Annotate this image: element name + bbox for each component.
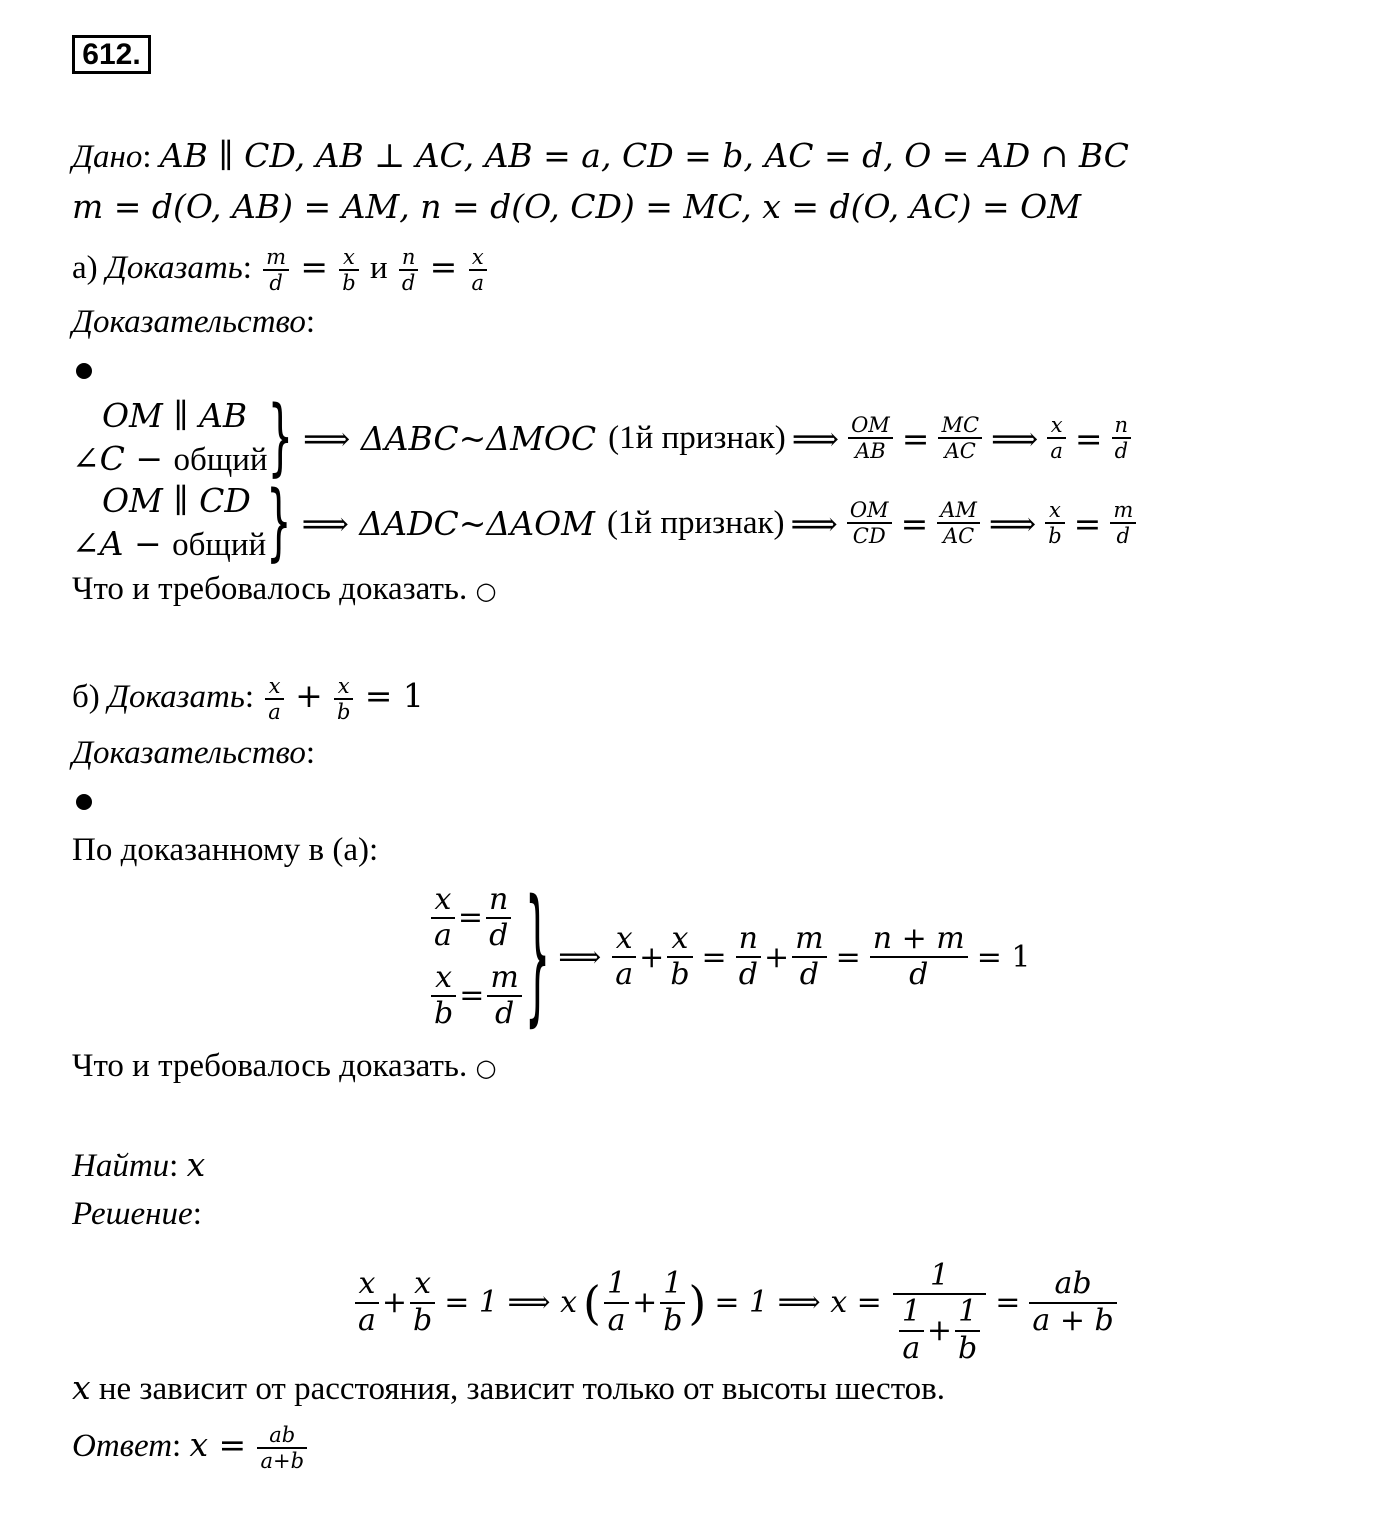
note-line: x не зависит от расстояния, зависит только от высоты шестов. bbox=[72, 1368, 946, 1407]
proof-a-row-2: OM ∥ CD ∠A − общий } ⟹ ΔADC~ΔAOM (1й признак) ⟹ $\frac{OM}{CD}$ = $\frac{AM}{AC}$ ⟹ $\frac{x}{b}$ = $\frac{m}{d}$ bbox=[72, 478, 1139, 568]
compound-fraction: 1 $\frac{1}{a}$ + $\frac{1}{b}$ bbox=[893, 1259, 986, 1367]
fraction: $\frac{x}{b}$ bbox=[334, 674, 353, 724]
bullet-b bbox=[76, 794, 92, 810]
by-proven-line: По доказанному в (а): bbox=[72, 832, 379, 868]
qed-b: Что и требовалось доказать. ○ bbox=[72, 1048, 497, 1084]
fraction: $\frac{n}{d}$ bbox=[1112, 413, 1132, 463]
right-brace: } bbox=[524, 871, 551, 1043]
part-b-statement: б) Доказать: $\frac{x}{a}$ + $\frac{x}{b}$ = 1 bbox=[72, 674, 424, 725]
fraction: $\frac{x}{b}$ bbox=[339, 245, 358, 295]
equations-system: $\frac{x}{a}$ = $\frac{n}{d}$ $\frac{x}{b}$ = $\frac{m}{d}$ bbox=[428, 879, 525, 1035]
proof-b-chain: $\frac{x}{a}$ = $\frac{n}{d}$ $\frac{x}{b}$ = $\frac{m}{d}$ } ⟹ $\frac{x}{a}$ + $\frac{x}{b}$ = $\frac{n}{d}$ + $\frac{m}{d}$ = $\frac{n + m}{d}$ = 1 bbox=[428, 877, 1030, 1037]
fraction: $\frac{m}{d}$ bbox=[1110, 498, 1136, 548]
qed-a: Что и требовалось доказать. ○ bbox=[72, 571, 497, 607]
similarity: ⟹ ΔABC~ΔMOC bbox=[303, 418, 597, 458]
given-distances: m = d(O, AB) = AM, n = d(O, CD) = MC, x = d(O, AC) = OM bbox=[72, 187, 1082, 226]
bullet-a bbox=[76, 363, 92, 379]
fraction: $\frac{x}{b}$ bbox=[1045, 498, 1064, 548]
fraction: $\frac{AM}{AC}$ bbox=[937, 498, 980, 548]
answer-fraction: $\frac{ab}{a+b}$ bbox=[257, 1423, 307, 1473]
given-conditions: AB ∥ CD, AB ⊥ AC, AB = a, CD = b, AC = d, O = AD ∩ BC bbox=[159, 136, 1129, 175]
given-line-2 bbox=[72, 187, 1081, 228]
proof-label-a: Доказательство: bbox=[72, 304, 316, 340]
prove-label: Доказать bbox=[108, 679, 245, 715]
proof-label-b: Доказательство: bbox=[72, 735, 316, 771]
solution-label: Решение: bbox=[72, 1196, 202, 1232]
right-brace: } bbox=[267, 389, 294, 487]
fraction: $\frac{OM}{AB}$ bbox=[848, 413, 893, 463]
find-line: Найти: x bbox=[72, 1145, 206, 1184]
part-a-statement: а) Доказать: $\frac{m}{d}$ = $\frac{x}{b}$ и $\frac{n}{d}$ = $\frac{x}{a}$ bbox=[72, 242, 490, 296]
given-line-1: Дано: AB ∥ CD, AB ⊥ AC, AB = a, CD = b, AC = d, O = AD ∩ BC bbox=[72, 136, 1129, 175]
similarity: ⟹ ΔADC~ΔAOM bbox=[301, 503, 595, 543]
fraction: $\frac{x}{a}$ bbox=[265, 674, 284, 724]
conditions-system: OM ∥ CD ∠A − общий bbox=[72, 481, 267, 563]
conditions-system: OM ∥ AB ∠C − общий bbox=[72, 396, 268, 478]
qed-mark: ○ bbox=[475, 577, 497, 605]
right-brace: } bbox=[266, 474, 292, 572]
proof-a-row-1: OM ∥ AB ∠C − общий } ⟹ ΔABC~ΔMOC (1й признак) ⟹ $\frac{OM}{AB}$ = $\frac{MC}{AC}$ ⟹ $\frac{x}{a}$ = $\frac{n}{d}$ bbox=[72, 393, 1134, 483]
qed-mark: ○ bbox=[475, 1054, 497, 1082]
fraction: $\frac{MC}{AC}$ bbox=[938, 413, 982, 463]
given-label: Дано bbox=[72, 139, 143, 175]
fraction: $\frac{x}{a}$ bbox=[1047, 413, 1066, 463]
problem-number-box bbox=[72, 35, 151, 74]
prove-label: Доказать bbox=[105, 250, 243, 286]
fraction: $\frac{x}{a}$ bbox=[469, 245, 488, 295]
fraction: $\frac{n}{d}$ bbox=[399, 245, 419, 295]
answer-line: Ответ: x = $\frac{ab}{a+b}$ bbox=[72, 1415, 310, 1476]
fraction: $\frac{m}{d}$ bbox=[263, 245, 289, 295]
fraction: $\frac{OM}{CD}$ bbox=[847, 498, 892, 548]
problem-number: 612. bbox=[82, 38, 141, 71]
solution-equation: $\frac{x}{a}$ + $\frac{x}{b}$ = 1 ⟹ x ( $\frac{1}{a}$ + $\frac{1}{b}$ ) = 1 ⟹ x = 1 $\frac{1}{a}$ + $\frac{1}{b}$ = $\frac{ab}{a + b}$ bbox=[352, 1240, 1120, 1365]
